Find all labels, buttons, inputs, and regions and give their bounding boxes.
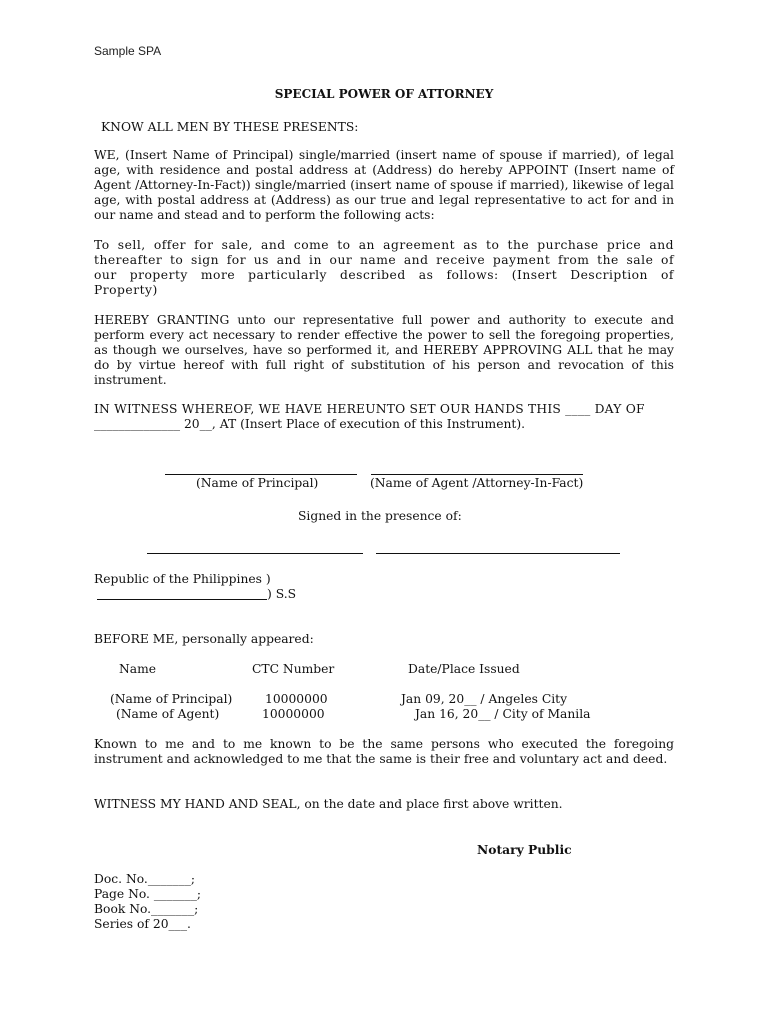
series-no: Series of 20___. [94, 917, 191, 931]
document-header: Sample SPA [94, 44, 162, 58]
table-header-ctc: CTC Number [252, 662, 335, 676]
principal-signature-line [165, 474, 357, 475]
ss-label: ) S.S [267, 587, 297, 601]
paragraph-granting: HEREBY GRANTING unto our representative full power and authority to execute and perform every act necessary to render effective the power to sell the foregoing properties, as though we ourselves, have so performed it, and HEREBY APPROVING ALL that he may do by virtue hereof with full right of substitution of his person and revocation of this instrument. [94, 313, 674, 387]
table-row-2-date: Jan 16, 20__ / City of Manila [415, 707, 591, 721]
witness-signature-line-1 [147, 553, 363, 554]
before-me-label: BEFORE ME, personally appeared: [94, 632, 314, 646]
page-no: Page No. _______; [94, 887, 202, 901]
table-row-1-date: Jan 09, 20__ / Angeles City [401, 692, 568, 706]
witness-seal-line: WITNESS MY HAND AND SEAL, on the date and place first above written. [94, 797, 563, 811]
paragraph-known: Known to me and to me known to be the same persons who executed the foregoing instrument and acknowledged to me that the same is their free and voluntary act and deed. [94, 737, 674, 766]
notary-public-label: Notary Public [477, 842, 572, 857]
intro-line: KNOW ALL MEN BY THESE PRESENTS: [101, 120, 359, 134]
table-header-name: Name [119, 662, 157, 676]
agent-signature-line [371, 474, 583, 475]
paragraph-appointment: WE, (Insert Name of Principal) single/married (insert name of spouse if married), of legal age, with residence and postal address at (Address) do hereby APPOINT (Insert name of Agent /Attorney-In-Fact)) single/married (insert name of spouse if married), likewise of legal age, with postal address at (Address) as our true and legal representative to act for and in our name and stead and to perform the following acts: [94, 148, 674, 222]
table-row-1-ctc: 10000000 [265, 692, 328, 706]
doc-no: Doc. No._______; [94, 872, 196, 886]
witness-line-2: ______________ 20__, AT (Insert Place of execution of this Instrument). [94, 417, 526, 431]
book-no: Book No._______; [94, 902, 199, 916]
venue-line [97, 599, 267, 600]
table-row-2-name: (Name of Agent) [116, 707, 220, 721]
witness-line-1: IN WITNESS WHEREOF, WE HAVE HEREUNTO SET OUR HANDS THIS ____ DAY OF [94, 402, 645, 416]
document-title: SPECIAL POWER OF ATTORNEY [274, 87, 494, 101]
paragraph-acts: To sell, offer for sale, and come to an agreement as to the purchase price and thereafter to sign for us and in our name and receive payment from the sale of our property more particularly described as follows: (Insert Description of Property) [94, 238, 674, 297]
principal-signature-label: (Name of Principal) [196, 476, 319, 490]
agent-signature-label: (Name of Agent /Attorney-In-Fact) [370, 476, 584, 490]
table-row-2-ctc: 10000000 [262, 707, 325, 721]
table-row-1-name: (Name of Principal) [110, 692, 233, 706]
signed-presence-label: Signed in the presence of: [298, 509, 462, 523]
witness-signature-line-2 [376, 553, 620, 554]
republic-label: Republic of the Philippines ) [94, 572, 271, 586]
table-header-date: Date/Place Issued [408, 662, 520, 676]
